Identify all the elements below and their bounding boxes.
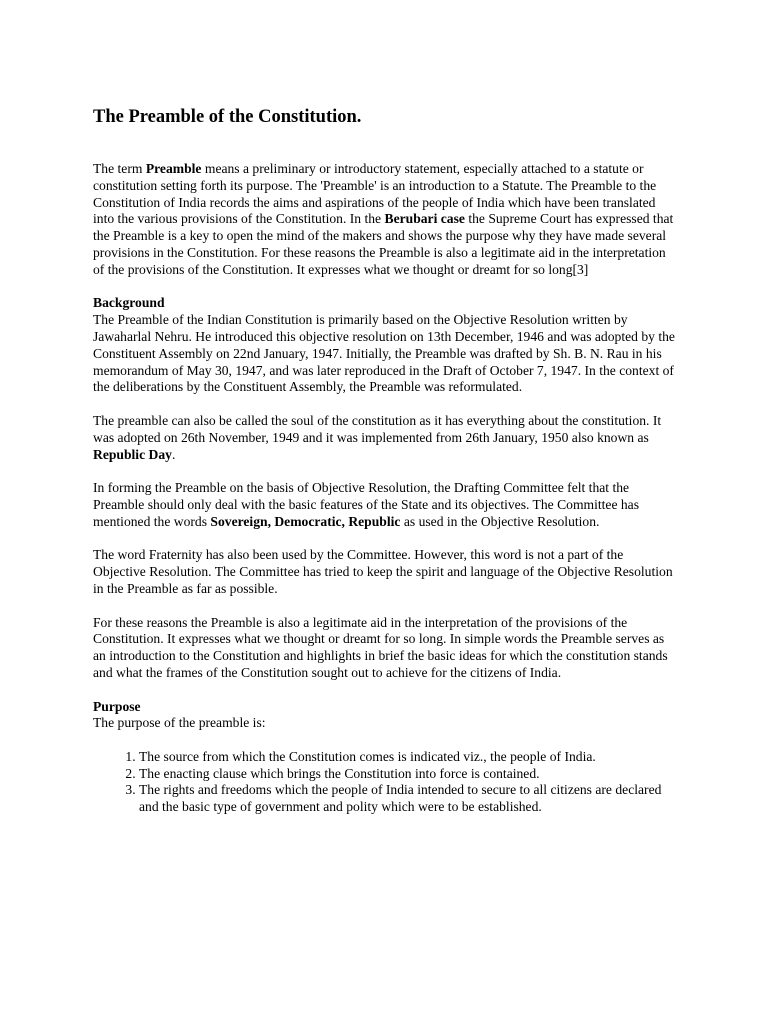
- background-heading: Background: [93, 295, 165, 311]
- list-item: 1. The source from which the Constitution comes is indicated viz., the people of India.: [139, 749, 675, 766]
- soul-paragraph: [93, 413, 675, 463]
- purpose-text: The purpose of the preamble is:: [93, 715, 266, 731]
- list-item: 3. The rights and freedoms which the people of India intended to secure to all citizens are declared and the basic type of government and polity which were to be established.: [139, 782, 675, 816]
- fraternity-paragraph: The word Fraternity has also been used by the Committee. However, this word is not a part of the Objective Resolution. The Committee has tried to keep the spirit and language of the Objective Resolution in the Preamble as far as possible.: [93, 547, 673, 596]
- list-item: 2. The enacting clause which brings the Constitution into force is contained.: [139, 766, 675, 783]
- forming-paragraph: [93, 480, 675, 530]
- background-section: [93, 295, 675, 396]
- forming-bold-words: Sovereign, Democratic, Republic: [210, 513, 401, 529]
- intro-text-1: The term: [93, 161, 146, 176]
- forming-text-1: In forming the Preamble on the basis of Objective Resolution, the Drafting Committee felt that the Preamble should only deal with the basic features of the State and its objectives. The Committee has mentioned the words: [93, 480, 640, 529]
- purpose-heading: Purpose: [93, 698, 141, 714]
- intro-text-3: the Supreme Court has expressed that the Preamble is a key to open the mind of the makers and shows the purpose why they have made several provisions in the Constitution. For these reasons the Preamble is also a legitimate aid in the interpretation of the provisions of the Constitution. It expresses what we thought or dreamt for so long[3]: [93, 211, 674, 277]
- intro-bold-preamble: Preamble: [145, 161, 202, 176]
- document-title: The Preamble of the Constitution.: [93, 107, 362, 127]
- soul-bold-republic-day: Republic Day: [93, 446, 172, 462]
- intro-paragraph: [93, 161, 675, 279]
- purpose-section: [93, 699, 675, 733]
- background-text: The Preamble of the Indian Constitution is primarily based on the Objective Resolution written by Jawaharlal Nehru. He introduced this objective resolution on 13th December, 1946 and was adopted by the Constituent Assembly on 22nd January, 1947. Initially, the Preamble was drafted by Sh. B. N. Rau in his memorandum of May 30, 1947, and was later reproduced in the Draft of October 7, 1947. In the context of the deliberations by the Constituent Assembly, the Preamble was reformulated.: [93, 312, 675, 395]
- document-page: [93, 106, 675, 816]
- purpose-list: [93, 749, 675, 816]
- intro-bold-berubari: Berubari case: [384, 211, 465, 227]
- reasons-paragraph: For these reasons the Preamble is also a legitimate aid in the interpretation of the provisions of the Constitution. It expresses what we thought or dreamt for so long. In simple words the Preamble serves as an introduction to the Constitution and highlights in brief the basic ideas for which the constitution stands and what the frames of the Constitution sought out to achieve for the citizens of India.: [93, 614, 668, 680]
- soul-text-2: .: [171, 446, 176, 462]
- soul-text-1: The preamble can also be called the soul of the constitution as it has everything about the constitution. It was adopted on 26th November, 1949 and it was implemented from 26th January, 1950 also known as: [93, 412, 662, 445]
- intro-text-2: means a preliminary or introductory statement, especially attached to a statute or constitution setting forth its purpose. The 'Preamble' is an introduction to a Statute. The Preamble to the Constitution of India records the aims and aspirations of the people of India which have been translated into the various provisions of the Constitution. In the: [93, 161, 657, 227]
- forming-text-2: as used in the Objective Resolution.: [400, 513, 600, 529]
